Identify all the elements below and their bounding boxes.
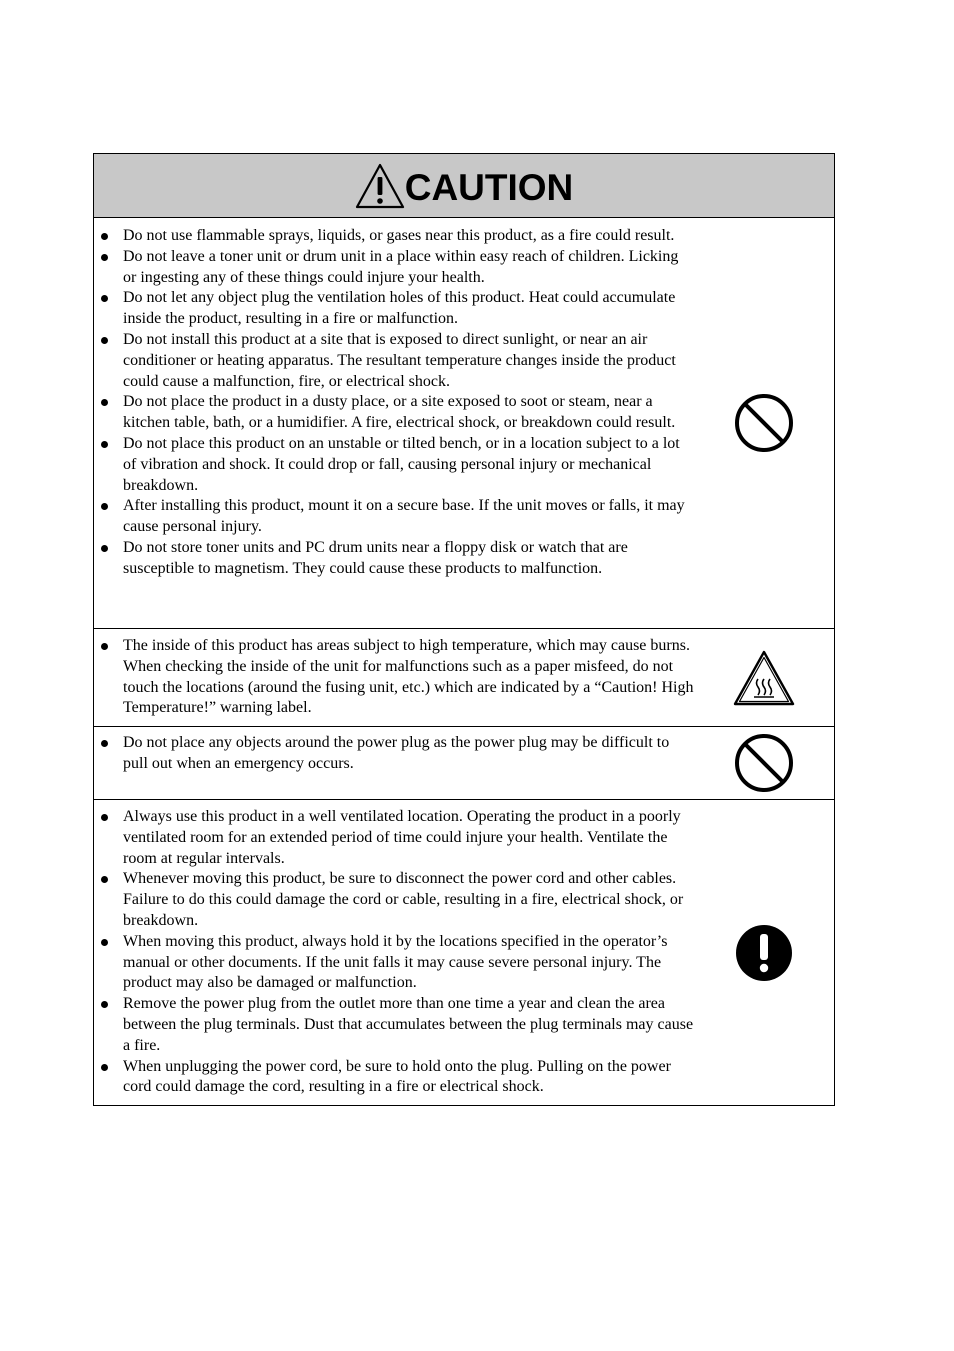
section-icon-cell: [694, 629, 834, 726]
caution-box: [93, 153, 835, 1106]
bullet-list: [94, 727, 694, 799]
list-item: Do not install this product at a site that is exposed to direct sunlight, or near an air conditioner or heating apparatus. The resultant temperature changes inside the product could cause a malfunction, fire, or electrical shock.: [94, 330, 694, 392]
mandatory-action-icon: [734, 923, 794, 983]
prohibition-icon: [734, 393, 794, 453]
bullet-list: [94, 629, 694, 726]
list-item: Do not let any object plug the ventilation holes of this product. Heat could accumulate inside the product, resulting in a fire or malfunction.: [94, 288, 694, 330]
list-item: Do not place the product in a dusty place, or a site exposed to soot or steam, near a kitchen table, bath, or a humidifier. A fire, electrical shock, or breakdown could result.: [94, 392, 694, 434]
section-icon-cell: [694, 727, 834, 799]
caution-section-mandatory: [94, 799, 834, 1105]
caution-section-high-temperature: [94, 628, 834, 726]
list-item: When moving this product, always hold it by the locations specified in the operator’s manual or other documents. If the unit falls it may cause severe personal injury. The product may also be damaged or malfunction.: [94, 932, 694, 994]
list-item: Do not store toner units and PC drum units near a floppy disk or watch that are susceptible to magnetism. They could cause these products to malfunction.: [94, 538, 694, 580]
prohibition-icon: [734, 733, 794, 793]
list-item: Do not leave a toner unit or drum unit in a place within easy reach of children. Licking or ingesting any of these things could injure your health.: [94, 247, 694, 289]
list-item: Do not place this product on an unstable or tilted bench, or in a location subject to a lot of vibration and shock. It could drop or fall, causing personal injury or mechanical breakdown.: [94, 434, 694, 496]
list-item: When unplugging the power cord, be sure to hold onto the plug. Pulling on the power cord could damage the cord, resulting in a fire or electrical shock.: [94, 1057, 694, 1099]
caution-title: CAUTION: [404, 167, 574, 208]
list-item: Always use this product in a well ventilated location. Operating the product in a poorly ventilated room for an extended period of time could injure your health. Ventilate the room at regular intervals.: [94, 807, 694, 869]
list-item: After installing this product, mount it on a secure base. If the unit moves or falls, it may cause personal injury.: [94, 496, 694, 538]
section-icon-cell: [694, 800, 834, 1105]
warning-triangle-icon: [355, 163, 405, 209]
list-item: The inside of this product has areas subject to high temperature, which may cause burns. When checking the inside of the unit for malfunctions such as a paper misfeed, do not touch the locations (around the fusing unit, etc.) which are indicated by a “Caution! High Temperature!” warning label.: [94, 636, 694, 719]
section-icon-cell: [694, 218, 834, 628]
bullet-list: [94, 218, 694, 628]
bullet-list: [94, 800, 694, 1105]
hot-surface-warning-icon: [732, 649, 796, 707]
caution-header: [94, 154, 834, 218]
list-item: Do not use flammable sprays, liquids, or gases near this product, as a fire could result.: [94, 226, 694, 247]
caution-section-general: [94, 218, 834, 628]
list-item: Whenever moving this product, be sure to disconnect the power cord and other cables. Failure to do this could damage the cord or cable, resulting in a fire, electrical shock, or breakdown.: [94, 869, 694, 931]
caution-section-power-plug: [94, 726, 834, 799]
list-item: Remove the power plug from the outlet more than one time a year and clean the area between the plug terminals. Dust that accumulates between the plug terminals may cause a fire.: [94, 994, 694, 1056]
list-item: Do not place any objects around the power plug as the power plug may be difficult to pull out when an emergency occurs.: [94, 733, 694, 775]
